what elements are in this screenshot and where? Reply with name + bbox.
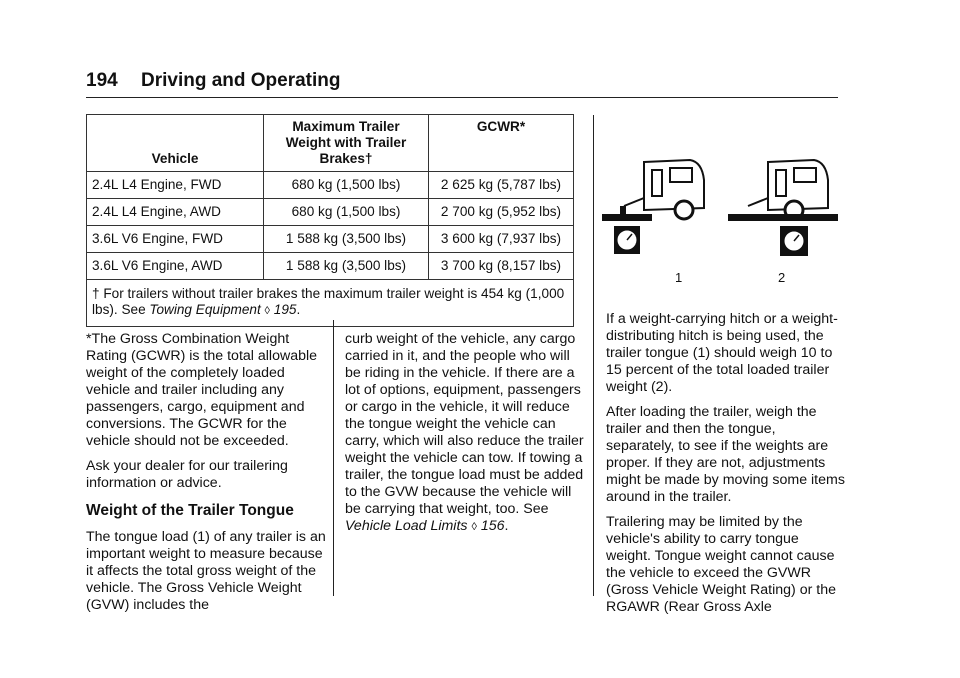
table-cell: 2.4L L4 Engine, AWD <box>87 199 264 226</box>
vehicle-load-limits-link[interactable]: Vehicle Load Limits <box>345 518 468 534</box>
column-header-gcwr: GCWR* <box>429 115 574 172</box>
table-cell: 1 588 kg (3,500 lbs) <box>264 226 429 253</box>
scale-platform <box>728 214 838 221</box>
column-header-max-weight: Maximum Trailer Weight with Trailer Brakes† <box>264 115 429 172</box>
dealer-paragraph: Ask your dealer for our trailering information or advice. <box>86 458 288 491</box>
trailer-weight-table <box>86 114 574 327</box>
table-row <box>87 199 574 226</box>
table-row <box>87 253 574 280</box>
illustration-label-1: 1 <box>675 270 683 285</box>
text-column-3 <box>606 311 846 624</box>
footnote-end: . <box>296 302 301 317</box>
table-cell: 680 kg (1,500 lbs) <box>264 172 429 199</box>
trailer-icon <box>748 160 828 219</box>
tongue-load-paragraph: The tongue load (1) of any trailer is an important weight to measure because it affects the total gross weight of the vehicle. The Gross Vehicle Weight (GVW) includes the <box>86 529 326 613</box>
page-number: 194 <box>86 70 118 91</box>
table-cell: 3.6L V6 Engine, AWD <box>87 253 264 280</box>
hitch-paragraph: If a weight-carrying hitch or a weight-distributing hitch is being used, the trailer tongue (1) should weigh 10 to 15 percent of the total loaded trailer weight (2). <box>606 311 838 395</box>
gvw-paragraph <box>345 331 585 536</box>
section-heading: Weight of the Trailer Tongue <box>86 502 294 519</box>
illustration-label-2: 2 <box>778 270 786 285</box>
limits-paragraph: Trailering may be limited by the vehicle's ability to carry tongue weight. Tongue weight cannot cause the vehicle to exceed the GVWR (Gross Vehicle Weight Rating) or the RGAWR (Rear Gross Axle <box>606 514 836 615</box>
trailer-icon <box>624 160 704 219</box>
load-limits-page-ref[interactable]: 156 <box>480 518 505 534</box>
weighing-paragraph: After loading the trailer, weigh the trailer and then the tongue, separately, to see if the weights are proper. If they are not, adjustments might be made by moving some items around in the trailer. <box>606 404 845 505</box>
gvw-text: curb weight of the vehicle, any cargo carried in it, and the people who will be riding in the vehicle. If there are a lot of options, equipment, passengers or cargo in the vehicle, it will reduce the tongue weight the vehicle can carry, which will also reduce the trailer weight the vehicle can tow. If towing a trailer, the tongue load must be added to the GVW because the vehicle will be carrying that weight, too. See <box>345 331 584 517</box>
table-cell: 2 625 kg (5,787 lbs) <box>429 172 574 199</box>
page-header <box>86 70 341 92</box>
table-cell: 1 588 kg (3,500 lbs) <box>264 253 429 280</box>
table-cell: 3 700 kg (8,157 lbs) <box>429 253 574 280</box>
table-footnote-row <box>87 280 574 327</box>
table-footnote <box>87 280 574 327</box>
table-cell: 680 kg (1,500 lbs) <box>264 199 429 226</box>
page-ref-icon: ◊ <box>264 305 270 317</box>
table-header-row <box>87 115 574 172</box>
table-cell: 2 700 kg (5,952 lbs) <box>429 199 574 226</box>
table-cell: 3 600 kg (7,937 lbs) <box>429 226 574 253</box>
footnote-text: † For trailers without trailer brakes the maximum trailer weight is 454 kg (1,000 lbs). See <box>92 286 565 317</box>
gvw-end: . <box>504 518 509 534</box>
table-cell: 3.6L V6 Engine, FWD <box>87 226 264 253</box>
trailer-illustration <box>600 150 840 290</box>
column-header-vehicle: Vehicle <box>87 115 264 172</box>
column-divider <box>333 320 334 596</box>
towing-equipment-link[interactable]: Towing Equipment <box>149 302 261 317</box>
table-row <box>87 172 574 199</box>
column-divider <box>593 115 594 596</box>
table-cell: 2.4L L4 Engine, FWD <box>87 172 264 199</box>
scale-platform <box>602 214 652 221</box>
table-row <box>87 226 574 253</box>
page-ref-icon: ◊ <box>471 521 477 533</box>
gcwr-paragraph: *The Gross Combination Weight Rating (GCWR) is the total allowable weight of the completely loaded vehicle and trailer including any passengers, cargo, equipment and conversions. The GCWR for the vehicle should not be exceeded. <box>86 331 318 449</box>
footnote-page-ref[interactable]: 195 <box>273 302 297 317</box>
text-column-2 <box>345 331 585 544</box>
header-rule <box>86 97 838 98</box>
text-column-1 <box>86 331 326 622</box>
section-title: Driving and Operating <box>140 70 341 91</box>
